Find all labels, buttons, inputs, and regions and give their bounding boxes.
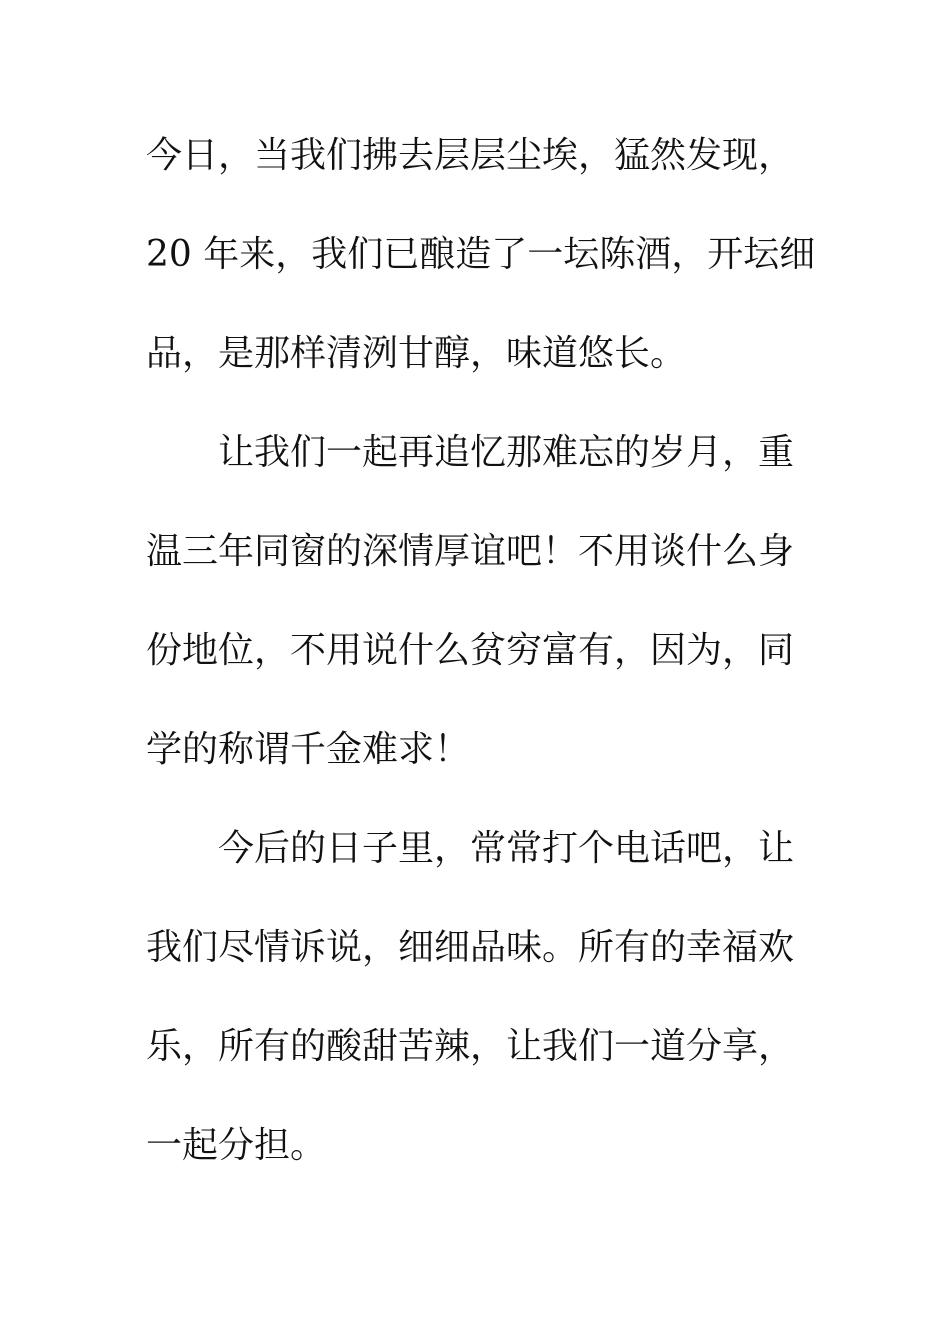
- text-line: 今日，当我们拂去层层尘埃，猛然发现，: [146, 135, 795, 176]
- paragraph-start-line: 今后的日子里，常常打个电话吧，让: [218, 828, 795, 869]
- paragraph-start-line: 让我们一起再追忆那难忘的岁月，重: [218, 432, 795, 473]
- text-line: 学的称谓千金难求！: [146, 729, 471, 770]
- text-line: 乐，所有的酸甜苦辣，让我们一道分享，: [146, 1026, 795, 1067]
- text-line: 份地位，不用说什么贫穷富有，因为，同: [146, 630, 795, 671]
- text-line: 一起分担。: [146, 1125, 327, 1166]
- text-line: 20 年来，我们已酿造了一坛陈酒，开坛细: [146, 234, 816, 275]
- text-line: 品，是那样清洌甘醇，味道悠长。: [146, 333, 687, 374]
- text-line: 我们尽情诉说，细细品味。所有的幸福欢: [146, 927, 795, 968]
- text-line: 温三年同窗的深情厚谊吧！不用谈什么身: [146, 531, 795, 572]
